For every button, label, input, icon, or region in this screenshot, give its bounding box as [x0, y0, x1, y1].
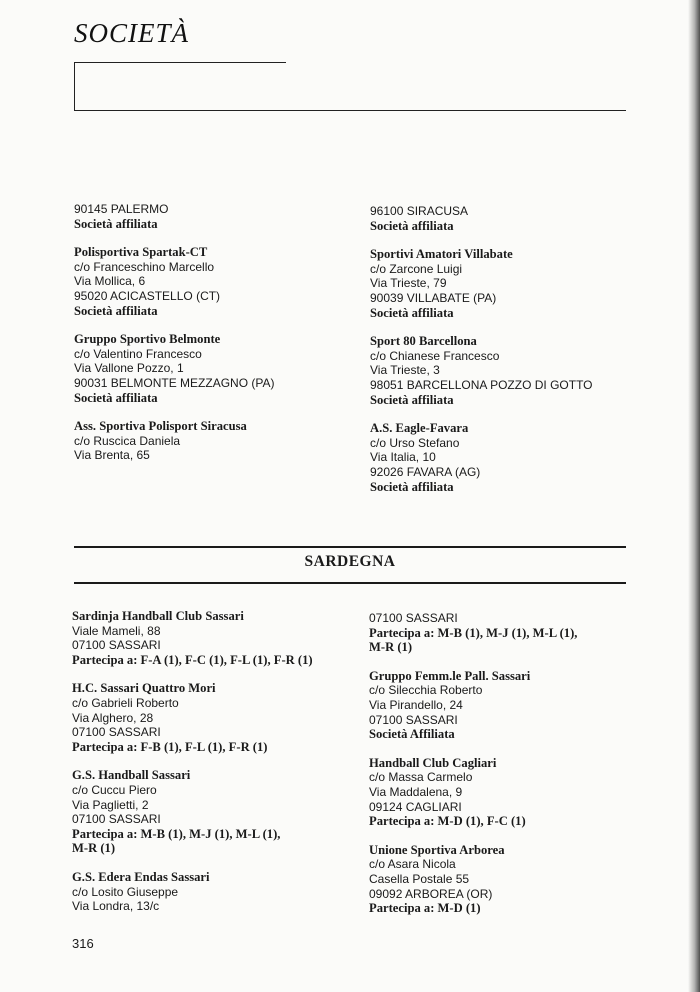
- address-line: Casella Postale 55: [369, 871, 470, 886]
- address-line: 96100 SIRACUSA: [370, 204, 469, 218]
- address-line: 07100 SASSARI: [72, 638, 161, 653]
- club-status: Partecipa a: M-B (1), M-J (1), M-L (1),: [369, 625, 578, 640]
- club-name: Ass. Sportiva Polisport Siracusa: [74, 419, 247, 434]
- address-line: c/o Zarcone Luigi: [370, 261, 463, 276]
- address-line: Via Alghero, 28: [72, 710, 154, 725]
- club-status: Società affiliata: [370, 305, 454, 320]
- address-line: 92026 FAVARA (AG): [370, 464, 481, 479]
- club-entry: [72, 870, 362, 914]
- column-bottom-left: [72, 609, 362, 928]
- club-name: Sport 80 Barcellona: [370, 334, 477, 349]
- address-line: c/o Silecchia Roberto: [369, 683, 483, 698]
- club-entry: [369, 611, 629, 655]
- club-entry: [370, 204, 630, 233]
- club-status: M-R (1): [369, 640, 413, 655]
- club-entry: [370, 247, 630, 320]
- address-line: Via Londra, 13/c: [72, 899, 160, 914]
- club-entry: [72, 681, 362, 754]
- address-line: 07100 SASSARI: [72, 725, 161, 740]
- address-line: Viale Mameli, 88: [72, 623, 161, 638]
- club-name: Sportivi Amatori Villabate: [370, 247, 513, 262]
- address-line: 90039 VILLABATE (PA): [370, 290, 497, 305]
- page-title: SOCIETÀ: [74, 18, 189, 48]
- club-entry: [369, 843, 629, 916]
- club-name: Sardinja Handball Club Sassari: [72, 609, 244, 623]
- address-line: c/o Asara Nicola: [369, 857, 456, 872]
- address-line: c/o Losito Giuseppe: [72, 884, 179, 899]
- address-line: 07100 SASSARI: [369, 611, 458, 625]
- club-entry: [370, 421, 630, 494]
- club-name: A.S. Eagle-Favara: [370, 421, 469, 436]
- club-status: Società affiliata: [74, 216, 158, 231]
- address-line: Via Trieste, 79: [370, 276, 447, 291]
- address-line: 98051 BARCELLONA POZZO DI GOTTO: [370, 377, 593, 392]
- address-line: 07100 SASSARI: [369, 712, 458, 727]
- club-entry: [74, 245, 354, 318]
- column-top-left: [74, 202, 354, 477]
- address-line: Via Maddalena, 9: [369, 784, 463, 799]
- address-line: c/o Valentino Francesco: [74, 346, 202, 361]
- club-entry: [74, 419, 354, 463]
- address-line: 90031 BELMONTE MEZZAGNO (PA): [74, 375, 275, 390]
- address-line: 09092 ARBOREA (OR): [369, 886, 493, 901]
- club-entry: [370, 334, 630, 407]
- club-status: Società Affiliata: [369, 727, 455, 742]
- address-line: 95020 ACICASTELLO (CT): [74, 288, 221, 303]
- club-status: Partecipa a: M-D (1), F-C (1): [369, 814, 526, 829]
- address-line: c/o Massa Carmelo: [369, 770, 473, 785]
- address-line: c/o Gabrieli Roberto: [72, 695, 179, 710]
- address-line: Via Paglietti, 2: [72, 797, 149, 812]
- club-status: Partecipa a: M-D (1): [369, 901, 481, 916]
- region-rule-bottom: [74, 582, 626, 584]
- title-box-top-rule: [74, 62, 286, 63]
- club-name: Polisportiva Spartak-CT: [74, 245, 208, 260]
- address-line: Via Pirandello, 24: [369, 697, 463, 712]
- region-title: SARDEGNA: [304, 553, 396, 570]
- address-line: c/o Ruscica Daniela: [74, 433, 181, 448]
- club-status: Società affiliata: [370, 392, 454, 407]
- club-name: Handball Club Cagliari: [369, 755, 497, 770]
- address-line: c/o Franceschino Marcello: [74, 259, 215, 274]
- club-name: G.S. Edera Endas Sassari: [72, 869, 210, 884]
- club-name: Unione Sportiva Arborea: [369, 842, 505, 857]
- club-status: Partecipa a: F-B (1), F-L (1), F-R (1): [72, 739, 268, 754]
- club-status: Società affiliata: [74, 390, 158, 405]
- club-entry: [74, 202, 354, 231]
- club-entry: [72, 609, 362, 667]
- club-entry: [369, 669, 629, 742]
- page-binding-edge: [688, 0, 700, 992]
- club-status: Società affiliata: [370, 218, 454, 233]
- column-bottom-right: [369, 611, 629, 930]
- club-status: Partecipa a: F-A (1), F-C (1), F-L (1), F-R (1): [72, 652, 313, 667]
- title-box: [74, 62, 626, 110]
- address-line: Via Mollica, 6: [74, 274, 146, 289]
- club-name: Gruppo Femm.le Pall. Sassari: [369, 668, 531, 683]
- region-rule-top: [74, 546, 626, 548]
- address-line: Via Trieste, 3: [370, 363, 440, 378]
- column-top-right: [370, 204, 630, 508]
- address-line: Via Italia, 10: [370, 450, 436, 465]
- page-number: 316: [72, 936, 94, 951]
- club-status: M-R (1): [72, 841, 116, 856]
- club-name: Gruppo Sportivo Belmonte: [74, 332, 221, 347]
- address-line: 07100 SASSARI: [72, 812, 161, 827]
- club-status: Società affiliata: [370, 479, 454, 494]
- club-name: H.C. Sassari Quattro Mori: [72, 681, 216, 696]
- address-line: Via Brenta, 65: [74, 448, 150, 463]
- address-line: 90145 PALERMO: [74, 202, 169, 216]
- club-status: Società affiliata: [74, 303, 158, 318]
- address-line: Via Vallone Pozzo, 1: [74, 361, 184, 376]
- club-status: Partecipa a: M-B (1), M-J (1), M-L (1),: [72, 826, 281, 841]
- title-box-bottom-rule: [74, 110, 626, 111]
- club-entry: [72, 768, 362, 856]
- title-box-left-rule: [74, 62, 75, 110]
- club-name: G.S. Handball Sassari: [72, 768, 191, 783]
- club-entry: [74, 332, 354, 405]
- club-entry: [369, 756, 629, 829]
- address-line: c/o Urso Stefano: [370, 435, 460, 450]
- address-line: 09124 CAGLIARI: [369, 799, 462, 814]
- address-line: c/o Cuccu Piero: [72, 782, 157, 797]
- address-line: c/o Chianese Francesco: [370, 348, 500, 363]
